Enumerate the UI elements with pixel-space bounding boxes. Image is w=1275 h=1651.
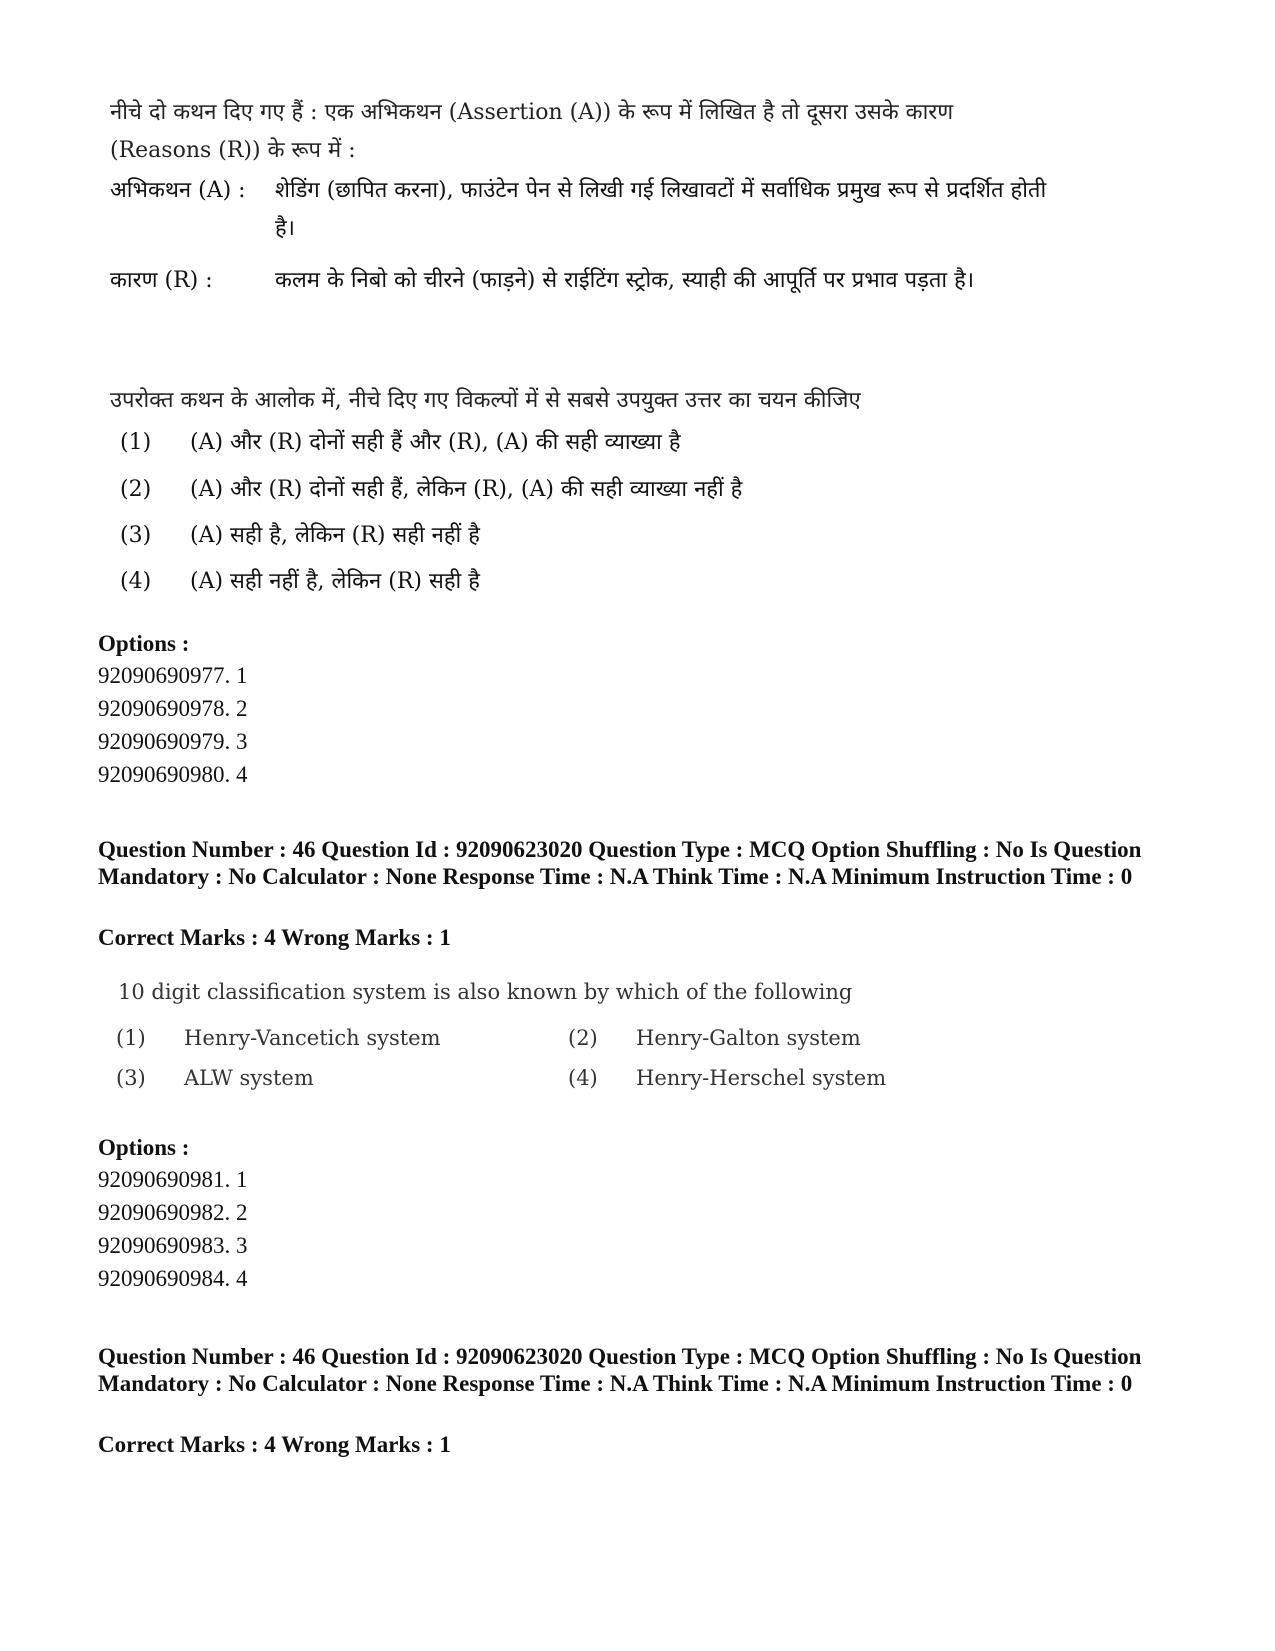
choice-number: (1) <box>120 430 152 455</box>
question-text: 10 digit classification system is also known by which of the following <box>118 980 853 1004</box>
choice-item <box>568 1062 886 1094</box>
option-line: 92090690981. 1 <box>98 1167 248 1192</box>
question-meta: Question Number : 46 Question Id : 92090623020 Question Type : MCQ Option Shuffling : No Is Question Mandatory : No Calculator : None Response Time : N.A Think Time : N.A Minimum Instruction Time : 0 <box>98 837 1142 889</box>
assertion-text: शेडिंग (छापित करना), फाउंटेन पेन से लिखी गई लिखावटों में सर्वाधिक प्रमुख रूप से प्रदर्शित होती है। <box>275 178 1047 241</box>
choice-number: (1) <box>116 1026 146 1050</box>
choice-item <box>120 517 480 555</box>
options-section <box>98 1132 248 1295</box>
question-instruction: उपरोक्त कथन के आलोक में, नीचे दिए गए विकल्पों में से सबसे उपयुक्त उत्तर का चयन कीजिए <box>110 388 861 413</box>
choice-text: ALW system <box>184 1066 314 1090</box>
option-line: 92090690977. 1 <box>98 663 248 688</box>
choice-item <box>120 563 480 601</box>
options-title: Options : <box>98 1135 190 1160</box>
choice-number: (3) <box>116 1066 146 1090</box>
choice-text: (A) और (R) दोनों सही हैं, लेकिन (R), (A) की सही व्याख्या नहीं है <box>190 477 743 502</box>
choice-text: Henry-Herschel system <box>636 1066 887 1090</box>
choice-text: (A) सही है, लेकिन (R) सही नहीं है <box>190 523 480 548</box>
assertion-intro: नीचे दो कथन दिए गए हैं : एक अभिकथन (Assertion (A)) के रूप में लिखित है तो दूसरा उसके कारण (Reasons (R)) के रूप में : <box>110 100 954 163</box>
options-section <box>98 628 248 791</box>
choice-text: Henry-Vancetich system <box>184 1026 441 1050</box>
choice-item <box>120 471 742 509</box>
choice-number: (4) <box>120 569 152 594</box>
choice-number: (2) <box>120 477 152 502</box>
reason-text: कलम के निबो को चीरने (फाड़ने) से राईटिंग स्ट्रोक, स्याही की आपूर्ति पर प्रभाव पड़ता है। <box>275 268 975 293</box>
choice-text: Henry-Galton system <box>636 1026 861 1050</box>
choice-item <box>116 1062 314 1094</box>
assertion-label: अभिकथन (A) : <box>110 178 246 203</box>
option-line: 92090690982. 2 <box>98 1200 248 1225</box>
question-marks: Correct Marks : 4 Wrong Marks : 1 <box>98 1432 451 1457</box>
option-line: 92090690978. 2 <box>98 696 248 721</box>
choice-item <box>568 1022 861 1054</box>
reason-row <box>110 262 1060 300</box>
choice-number: (2) <box>568 1026 598 1050</box>
option-line: 92090690984. 4 <box>98 1266 248 1291</box>
option-line: 92090690983. 3 <box>98 1233 248 1258</box>
option-line: 92090690980. 4 <box>98 762 248 787</box>
choice-number: (4) <box>568 1066 598 1090</box>
choice-text: (A) और (R) दोनों सही हैं और (R), (A) की सही व्याख्या है <box>190 430 681 455</box>
choice-item <box>120 424 681 462</box>
choice-number: (3) <box>120 523 152 548</box>
assertion-row <box>110 172 1060 248</box>
reason-label: कारण (R) : <box>110 268 213 293</box>
option-line: 92090690979. 3 <box>98 729 248 754</box>
question-marks: Correct Marks : 4 Wrong Marks : 1 <box>98 925 451 950</box>
choice-text: (A) सही नहीं है, लेकिन (R) सही है <box>190 569 480 594</box>
question-meta: Question Number : 46 Question Id : 92090623020 Question Type : MCQ Option Shuffling : No Is Question Mandatory : No Calculator : None Response Time : N.A Think Time : N.A Minimum Instruction Time : 0 <box>98 1344 1142 1396</box>
options-title: Options : <box>98 631 190 656</box>
choice-item <box>116 1022 441 1054</box>
